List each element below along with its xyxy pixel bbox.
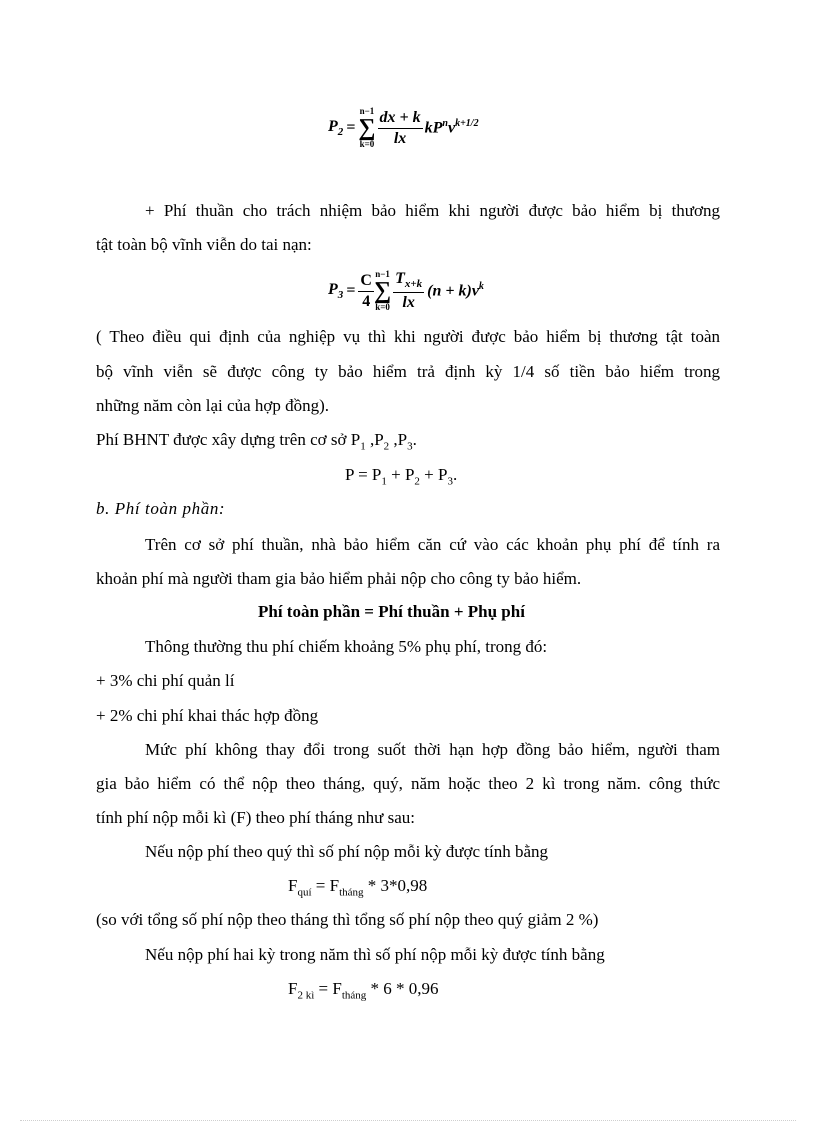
bold-formula: Phí toàn phần = Phí thuần + Phụ phí bbox=[258, 602, 525, 621]
page-bottom-border bbox=[20, 1120, 796, 1121]
para2-line2: bộ vĩnh viễn sẽ được công ty bảo hiểm trả định kỳ 1/4 số tiền bảo hiểm trong bbox=[96, 362, 720, 381]
formula-f-quarterly: $F_{quí} = F_{tháng} * 3*0,98$ bbox=[288, 876, 428, 899]
heading-b: b. Phí toàn phần: bbox=[96, 499, 226, 518]
para7: Nếu nộp phí theo quý thì số phí nộp mỗi kỳ được tính bằng bbox=[145, 842, 549, 861]
para6-line1: Mức phí không thay đổi trong suốt thời hạn hợp đồng bảo hiểm, người tham bbox=[145, 740, 720, 759]
para6-line2: gia bảo hiểm có thể nộp theo tháng, quý, năm hoặc theo 2 kì trong năm. công thức bbox=[96, 774, 720, 793]
para2-line3: những năm còn lại của hợp đồng). bbox=[96, 396, 330, 415]
para2-line1: ( Theo điều qui định của nghiệp vụ thì khi người được bảo hiểm bị thương tật toàn bbox=[96, 327, 720, 346]
formula-p3-lhs: $P_3$ bbox=[328, 280, 344, 302]
formula-p2: $P_2$ = n−1 ∑ k=0 $\frac{dx + k}{lx}$ $kP^nv^{k+1/2}$ bbox=[328, 106, 479, 149]
formula-p3-coef: $\frac{C}{4}$ bbox=[360, 271, 372, 310]
para1-line1: + Phí thuần cho trách nhiệm bảo hiểm khi người được bảo hiểm bị thương bbox=[145, 201, 720, 220]
formula-p2-fraction: $\frac{dx + k}{lx}$ bbox=[379, 108, 421, 147]
list-item-exploit-cost: + 2% chi phí khai thác hợp đồng bbox=[96, 706, 319, 725]
formula-f-two-periods: $F_{2 kì} = F_{tháng} * 6 * 0,96$ bbox=[288, 979, 439, 1002]
para6-line3: tính phí nộp mỗi kì (F) theo phí tháng như sau: bbox=[96, 808, 415, 827]
para8: (so với tổng số phí nộp theo tháng thì tổng số phí nộp theo quý giảm 2 %) bbox=[96, 910, 599, 929]
sum-symbol: n−1 ∑ k=0 bbox=[358, 106, 376, 149]
formula-p2-lhs: $P_2$ bbox=[328, 117, 344, 139]
formula-p3: $P_3$ = $\frac{C}{4}$ n−1 ∑ k=0 $\frac{T_{x+k}}{lx}$ $(n + k)v^k$ bbox=[328, 269, 484, 312]
formula-p-total: $P = P_1 + P_2 + P_3$. bbox=[345, 465, 458, 488]
para4-line1: Trên cơ sở phí thuần, nhà bảo hiểm căn cứ vào các khoản phụ phí để tính ra bbox=[145, 535, 720, 554]
para3: Phí BHNT được xây dựng trên cơ sở $P_1$ $,P_2$ $,P_3$. bbox=[96, 430, 417, 453]
para1-line2: tật toàn bộ vĩnh viễn do tai nạn: bbox=[96, 235, 312, 254]
para9: Nếu nộp phí hai kỳ trong năm thì số phí nộp mỗi kỳ được tính bằng bbox=[145, 945, 605, 964]
para4-line2: khoản phí mà người tham gia bảo hiểm phải nộp cho công ty bảo hiểm. bbox=[96, 569, 582, 588]
sum-symbol: n−1 ∑ k=0 bbox=[373, 269, 392, 312]
list-item-admin-cost: + 3% chi phí quản lí bbox=[96, 671, 235, 690]
formula-p3-fraction: $\frac{T_{x+k}}{lx}$ bbox=[395, 270, 423, 311]
para5: Thông thường thu phí chiếm khoảng 5% phụ phí, trong đó: bbox=[145, 637, 548, 656]
